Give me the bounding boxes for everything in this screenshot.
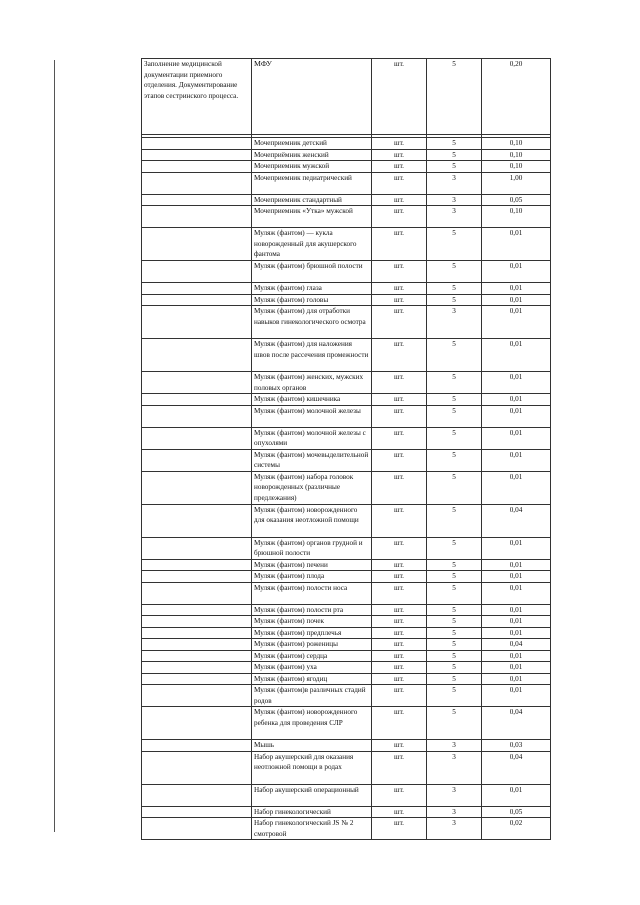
item-value: 0,01 [482,283,551,295]
item-unit: шт. [372,571,427,583]
item-qty: 3 [427,194,482,206]
item-name: Муляж (фантом) роженицы [252,639,372,651]
item-unit: шт. [372,639,427,651]
item-value: 0,01 [482,394,551,406]
table-row [142,582,551,604]
item-name: Муляж (фантом) органов грудной и брюшной полости [252,537,372,559]
item-value: 0,05 [482,194,551,206]
item-value: 0,05 [482,806,551,818]
table-row [142,261,551,283]
item-unit: шт. [372,537,427,559]
item-unit: шт. [372,616,427,628]
table-row [142,627,551,639]
item-value: 0,01 [482,306,551,339]
item-name: Набор акушерский операционный [252,784,372,806]
item-unit: шт. [372,59,427,135]
table-row [142,740,551,752]
blank-cell [142,306,252,339]
item-value: 0,03 [482,740,551,752]
table-row [142,194,551,206]
table-row [142,306,551,339]
blank-cell [142,427,252,449]
item-qty: 5 [427,673,482,685]
item-unit: шт. [372,194,427,206]
item-unit: шт. [372,806,427,818]
item-value: 0,04 [482,639,551,651]
table-row [142,405,551,427]
page-margin-line [54,60,55,832]
blank-cell [142,394,252,406]
item-name: Муляж (фантом) почек [252,616,372,628]
blank-cell [142,806,252,818]
item-qty: 5 [427,627,482,639]
item-value: 0,01 [482,405,551,427]
item-value: 0,01 [482,537,551,559]
item-value: 0,01 [482,604,551,616]
table-row [142,427,551,449]
item-qty: 3 [427,206,482,228]
item-unit: шт. [372,673,427,685]
item-name: Муляж (фантом) молочной железы с опухолями [252,427,372,449]
item-value: 0,01 [482,559,551,571]
item-unit: шт. [372,650,427,662]
table-row [142,449,551,471]
item-unit: шт. [372,707,427,740]
table-row [142,206,551,228]
item-value: 0,01 [482,784,551,806]
item-name: Муляж (фантом) мочевыделительной системы [252,449,372,471]
blank-cell [142,194,252,206]
item-value: 0,01 [482,616,551,628]
item-value: 0,10 [482,149,551,161]
item-qty: 5 [427,427,482,449]
blank-cell [142,228,252,261]
item-qty: 5 [427,616,482,628]
blank-cell [142,707,252,740]
item-unit: шт. [372,261,427,283]
item-qty: 5 [427,149,482,161]
item-value: 0,01 [482,471,551,504]
blank-cell [142,294,252,306]
table-row [142,650,551,662]
item-unit: шт. [372,228,427,261]
table-row [142,504,551,537]
item-value: 0,20 [482,59,551,135]
item-value: 0,01 [482,571,551,583]
item-unit: шт. [372,662,427,674]
item-unit: шт. [372,172,427,194]
blank-cell [142,339,252,372]
blank-cell [142,138,252,150]
item-unit: шт. [372,372,427,394]
item-name: Муляж (фантом) уха [252,662,372,674]
item-value: 0,01 [482,228,551,261]
table-row [142,372,551,394]
item-qty: 5 [427,449,482,471]
table-row [142,294,551,306]
item-qty: 5 [427,261,482,283]
item-qty: 5 [427,405,482,427]
item-name: Муляж (фантом) ягодиц [252,673,372,685]
item-qty: 3 [427,740,482,752]
blank-cell [142,685,252,707]
item-name: Муляж (фантом) брюшной полости [252,261,372,283]
item-unit: шт. [372,685,427,707]
item-unit: шт. [372,161,427,173]
item-value: 0,01 [482,372,551,394]
blank-cell [142,662,252,674]
item-name: Муляж (фантом) женских, мужских половых органов [252,372,372,394]
blank-cell [142,537,252,559]
item-value: 0,01 [482,294,551,306]
item-name: Муляж (фантом)в различных стадий родов [252,685,372,707]
item-qty: 5 [427,582,482,604]
table-row [142,471,551,504]
item-unit: шт. [372,283,427,295]
item-name: Набор гинекологический [252,806,372,818]
item-unit: шт. [372,405,427,427]
item-qty: 5 [427,228,482,261]
item-unit: шт. [372,339,427,372]
table-row [142,172,551,194]
item-unit: шт. [372,306,427,339]
blank-cell [142,206,252,228]
table-row [142,228,551,261]
item-value: 0,01 [482,627,551,639]
item-value: 0,01 [482,662,551,674]
item-qty: 5 [427,294,482,306]
item-unit: шт. [372,206,427,228]
item-qty: 5 [427,537,482,559]
item-name: Мочеприёмник женский [252,149,372,161]
item-qty: 3 [427,306,482,339]
item-name: Мочеприемник «Утка» мужской [252,206,372,228]
item-unit: шт. [372,818,427,840]
item-value: 0,01 [482,673,551,685]
item-qty: 5 [427,639,482,651]
blank-cell [142,616,252,628]
blank-cell [142,751,252,784]
item-name: Муляж (фантом) глаза [252,283,372,295]
item-unit: шт. [372,138,427,150]
item-qty: 3 [427,784,482,806]
item-unit: шт. [372,427,427,449]
blank-cell [142,149,252,161]
item-qty: 5 [427,339,482,372]
item-qty: 5 [427,471,482,504]
item-name: Муляж (фантом) плода [252,571,372,583]
blank-cell [142,639,252,651]
item-name: Мочеприемник детский [252,138,372,150]
item-unit: шт. [372,149,427,161]
item-unit: шт. [372,582,427,604]
item-name: Муляж (фантом) для отработки навыков гинекологического осмотра [252,306,372,339]
item-unit: шт. [372,471,427,504]
item-qty: 5 [427,372,482,394]
item-value: 0,01 [482,261,551,283]
table-row [142,818,551,840]
item-name: Муляж (фантом) набора головок новорожденных (различные предлежания) [252,471,372,504]
blank-cell [142,650,252,662]
item-qty: 5 [427,604,482,616]
blank-cell [142,172,252,194]
blank-cell [142,449,252,471]
item-name: Мочеприемник стандартный [252,194,372,206]
item-unit: шт. [372,751,427,784]
item-qty: 5 [427,650,482,662]
blank-cell [142,471,252,504]
table-row [142,662,551,674]
blank-cell [142,818,252,840]
table-row [142,559,551,571]
item-qty: 5 [427,559,482,571]
item-name: Набор акушерский для оказания неотложной помощи в родах [252,751,372,784]
table-row [142,707,551,740]
blank-cell [142,627,252,639]
item-name: Муляж (фантом) кишечника [252,394,372,406]
item-name: Муляж (фантом) головы [252,294,372,306]
section-cell: Заполнение медицинской документации приемного отделения. Документирование этапов сестринского процесса. [142,59,252,135]
item-value: 0,10 [482,138,551,150]
item-qty: 5 [427,138,482,150]
table-row [142,394,551,406]
item-name: Муляж (фантом) — кукла новорожденный для акушерского фантома [252,228,372,261]
item-value: 0,10 [482,161,551,173]
item-name: Набор гинекологический JS № 2 смотровой [252,818,372,840]
table-row [142,751,551,784]
item-name: МФУ [252,59,372,135]
blank-cell [142,673,252,685]
item-qty: 5 [427,571,482,583]
item-name: Мочеприемник мужской [252,161,372,173]
item-unit: шт. [372,559,427,571]
blank-cell [142,784,252,806]
item-unit: шт. [372,504,427,537]
item-value: 0,10 [482,206,551,228]
item-value: 0,01 [482,685,551,707]
table-row [142,149,551,161]
blank-cell [142,740,252,752]
blank-cell [142,504,252,537]
blank-cell [142,559,252,571]
item-qty: 5 [427,685,482,707]
item-value: 0,01 [482,650,551,662]
item-name: Муляж (фантом) новорожденного для оказания неотложной помощи [252,504,372,537]
table-row [142,161,551,173]
item-qty: 5 [427,504,482,537]
table-row [142,283,551,295]
blank-cell [142,582,252,604]
table-row [142,806,551,818]
item-value: 0,01 [482,427,551,449]
table-row [142,639,551,651]
item-qty: 5 [427,662,482,674]
item-name: Муляж (фантом) предплечья [252,627,372,639]
item-name: Муляж (фантом) полости рта [252,604,372,616]
table-row [142,685,551,707]
item-value: 0,01 [482,339,551,372]
item-qty: 5 [427,283,482,295]
table-row [142,616,551,628]
item-name: Муляж (фантом) печени [252,559,372,571]
item-qty: 5 [427,394,482,406]
blank-cell [142,571,252,583]
blank-cell [142,261,252,283]
item-value: 0,01 [482,449,551,471]
item-qty: 5 [427,707,482,740]
item-name: Муляж (фантом) новорожденного ребенка для проведения СЛР [252,707,372,740]
item-name: Муляж (фантом) молочной железы [252,405,372,427]
item-qty: 3 [427,806,482,818]
item-unit: шт. [372,784,427,806]
item-unit: шт. [372,449,427,471]
blank-cell [142,372,252,394]
table-row [142,339,551,372]
item-value: 0,04 [482,707,551,740]
blank-cell [142,283,252,295]
item-name: Муляж (фантом) для наложения швов после рассечения промежности [252,339,372,372]
table-row [142,784,551,806]
table-row [142,604,551,616]
equipment-table [141,58,551,840]
item-qty: 5 [427,161,482,173]
blank-cell [142,604,252,616]
item-unit: шт. [372,740,427,752]
item-qty: 3 [427,818,482,840]
table-row-first [142,59,551,135]
item-name: Муляж (фантом) полости носа [252,582,372,604]
item-value: 0,04 [482,751,551,784]
table-row [142,138,551,150]
blank-cell [142,405,252,427]
item-qty: 3 [427,172,482,194]
item-unit: шт. [372,394,427,406]
item-value: 1,00 [482,172,551,194]
item-unit: шт. [372,604,427,616]
item-value: 0,02 [482,818,551,840]
item-unit: шт. [372,627,427,639]
item-name: Муляж (фантом) сердца [252,650,372,662]
table-row [142,537,551,559]
item-qty: 3 [427,751,482,784]
table-row [142,673,551,685]
item-qty: 5 [427,59,482,135]
item-name: Мышь [252,740,372,752]
item-value: 0,04 [482,504,551,537]
blank-cell [142,161,252,173]
table-row [142,571,551,583]
item-value: 0,01 [482,582,551,604]
item-name: Мочеприемник педиатрический [252,172,372,194]
item-unit: шт. [372,294,427,306]
